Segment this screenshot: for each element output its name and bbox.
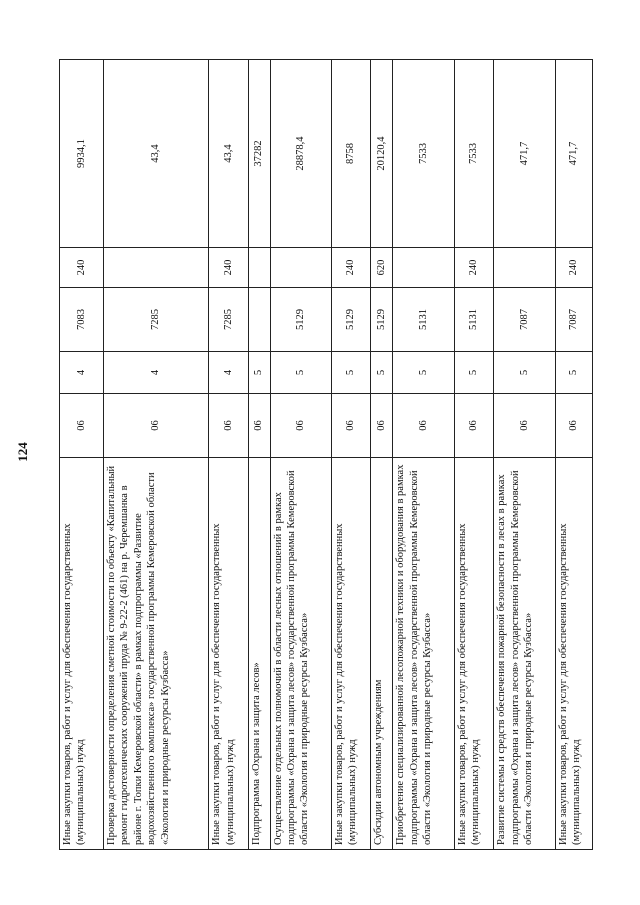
row-target: 7087 (555, 288, 592, 352)
row-section: 06 (331, 394, 370, 458)
row-subsection: 5 (555, 352, 592, 394)
row-subsection: 5 (454, 352, 493, 394)
row-amount: 20120,4 (371, 60, 393, 248)
table-row (248, 60, 270, 850)
row-section: 06 (209, 394, 248, 458)
row-type: 240 (209, 248, 248, 288)
row-type: 240 (555, 248, 592, 288)
row-subsection: 4 (209, 352, 248, 394)
row-target: 7285 (209, 288, 248, 352)
row-section: 06 (555, 394, 592, 458)
row-type: 620 (371, 248, 393, 288)
row-subsection: 5 (270, 352, 331, 394)
row-name: Иные закупки товаров, работ и услуг для обеспечения государственных (муниципальных) нужд (60, 458, 104, 850)
row-name: Приобретение специализированной лесопожарной техники и оборудования в рамках подпрограммы «Охрана и защита лесов» государственной программы Кемеровской области «Экология и природные ресурсы Кузбасса» (393, 458, 454, 850)
table-row (371, 60, 393, 850)
row-amount: 37282 (248, 60, 270, 248)
row-target: 5129 (270, 288, 331, 352)
row-type (393, 248, 454, 288)
row-subsection: 4 (60, 352, 104, 394)
row-name: Подпрограмма «Охрана и защита лесов» (248, 458, 270, 850)
row-amount: 9934,1 (60, 60, 104, 248)
row-section: 06 (393, 394, 454, 458)
row-target: 5129 (331, 288, 370, 352)
row-target: 7087 (494, 288, 555, 352)
table-row (555, 60, 592, 850)
row-amount: 471,7 (555, 60, 592, 248)
row-section: 06 (494, 394, 555, 458)
row-section: 06 (60, 394, 104, 458)
row-section: 06 (371, 394, 393, 458)
row-target: 7285 (103, 288, 208, 352)
row-subsection: 5 (248, 352, 270, 394)
row-name: Иные закупки товаров, работ и услуг для обеспечения государственных (муниципальных) нужд (555, 458, 592, 850)
row-name: Иные закупки товаров, работ и услуг для обеспечения государственных (муниципальных) нужд (331, 458, 370, 850)
table-row (331, 60, 370, 850)
row-target: 5131 (393, 288, 454, 352)
row-amount: 7533 (393, 60, 454, 248)
table-row (454, 60, 493, 850)
row-amount: 471,7 (494, 60, 555, 248)
row-target (248, 288, 270, 352)
row-section: 06 (103, 394, 208, 458)
rotated-page (59, 60, 593, 850)
row-name: Субсидии автономным учреждениям (371, 458, 393, 850)
row-type (248, 248, 270, 288)
row-subsection: 5 (371, 352, 393, 394)
row-subsection: 5 (393, 352, 454, 394)
row-target: 5129 (371, 288, 393, 352)
table-row (103, 60, 208, 850)
row-type (270, 248, 331, 288)
table-row (60, 60, 104, 850)
row-amount: 43,4 (103, 60, 208, 248)
row-section: 06 (454, 394, 493, 458)
row-subsection: 5 (331, 352, 370, 394)
row-type (103, 248, 208, 288)
table-row (393, 60, 454, 850)
row-target: 5131 (454, 288, 493, 352)
row-amount: 28878,4 (270, 60, 331, 248)
row-amount: 43,4 (209, 60, 248, 248)
row-name: Иные закупки товаров, работ и услуг для обеспечения государственных (муниципальных) нужд (209, 458, 248, 850)
row-name: Иные закупки товаров, работ и услуг для обеспечения государственных (муниципальных) нужд (454, 458, 493, 850)
row-name: Развитие системы и средств обеспечения пожарной безопасности в лесах в рамках подпрограммы «Охрана и защита лесов» государственной программы Кемеровской области «Экология и природные ресурсы Кузбасса» (494, 458, 555, 850)
row-amount: 8758 (331, 60, 370, 248)
row-type: 240 (331, 248, 370, 288)
row-type: 240 (454, 248, 493, 288)
table-row (209, 60, 248, 850)
page-number: 124 (15, 442, 30, 462)
table-row (270, 60, 331, 850)
row-subsection: 4 (103, 352, 208, 394)
row-subsection: 5 (494, 352, 555, 394)
row-name: Проверка достоверности определения сметной стоимости по объекту «Капитальный ремонт гидротехнических сооружений пруда № 9-22-2 (461) на р. Черемшанка в районе г. Топки Кемеровской области» в рамках подпрограммы «Развитие водохозяйственного комплекса» государственной программы Кемеровской области «Экология и природные ресурсы Кузбасса» (103, 458, 208, 850)
budget-table-body (60, 60, 593, 850)
budget-table (59, 59, 593, 850)
table-row (494, 60, 555, 850)
row-name: Осуществление отдельных полномочий в области лесных отношений в рамках подпрограммы «Охрана и защита лесов» государственной программы Кемеровской области «Экология и природные ресурсы Кузбасса» (270, 458, 331, 850)
row-type: 240 (60, 248, 104, 288)
row-section: 06 (248, 394, 270, 458)
row-amount: 7533 (454, 60, 493, 248)
row-section: 06 (270, 394, 331, 458)
row-type (494, 248, 555, 288)
row-target: 7083 (60, 288, 104, 352)
